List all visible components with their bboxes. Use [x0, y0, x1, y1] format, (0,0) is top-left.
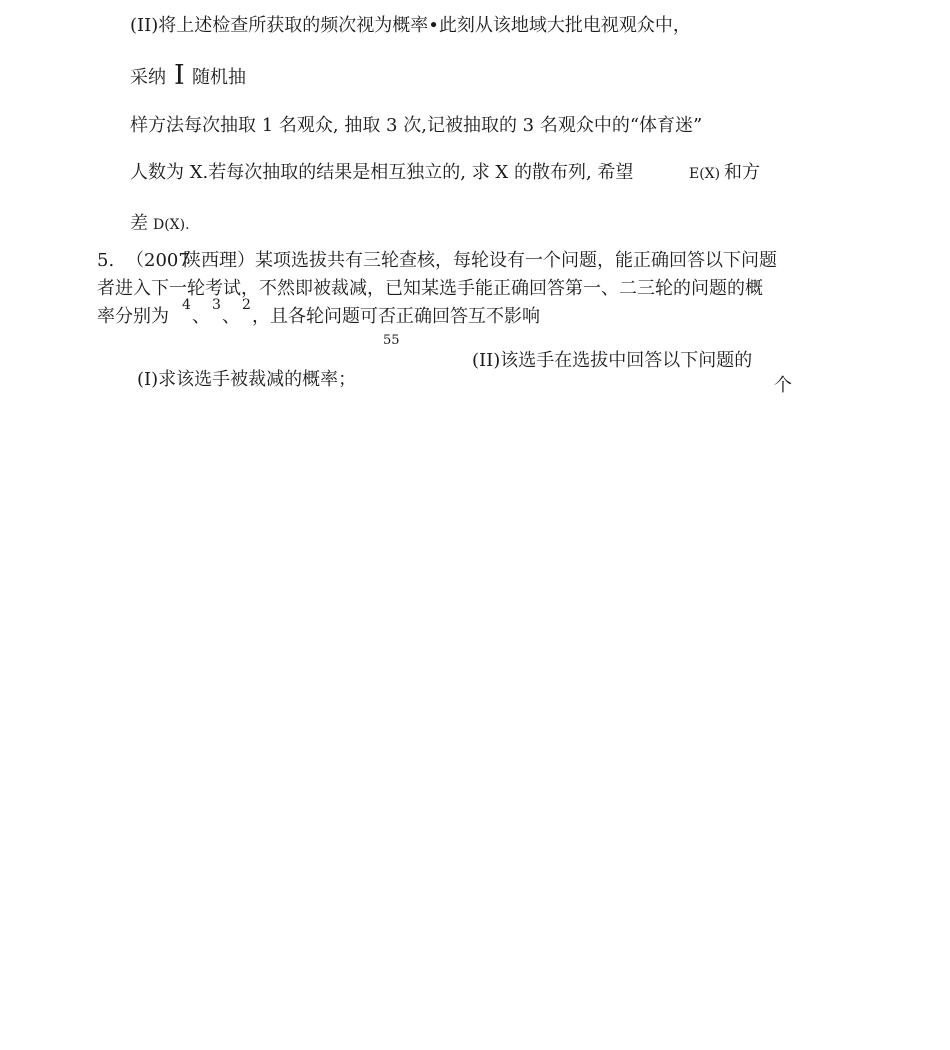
part2-line4-main: 人数为 X.若每次抽取的结果是相互独立的, 求 X 的散布列, 希望: [130, 162, 634, 183]
part2-line4-tail: 和方: [724, 162, 760, 183]
part2-line5-main: 差: [130, 213, 148, 234]
problem5-part2-tail: 个: [774, 375, 792, 396]
fraction-numerator-3: 3: [212, 297, 221, 313]
part2-line1: (II)将上述检查所获取的频次视为概率•此刻从该地域大批电视观众中，: [130, 15, 691, 36]
problem5-source: （2007: [126, 250, 190, 271]
problem5-sep-1: 、: [192, 306, 210, 327]
fraction-denominators: 55: [383, 333, 400, 348]
fraction-numerator-2: 2: [242, 297, 251, 313]
problem5-sep-2: 、: [222, 306, 240, 327]
fraction-numerator-4: 4: [182, 297, 191, 313]
problem5-line2: 者进入下一轮考试，不然即被裁减，已知某选手能正确回答第一、二三轮的问题的概: [97, 278, 763, 299]
problem5-line3-d: ，且各轮问题可否正确回答互不影响: [252, 306, 540, 327]
part2-line2-prefix: 采纳: [130, 67, 166, 88]
problem5-line3-a: 率分别为: [97, 306, 169, 327]
part2-line3: 样方法每次抽取 1 名观众, 抽取 3 次,记被抽取的 3 名观众中的“体育迷”: [130, 115, 703, 136]
part2-expectation: E(X): [689, 166, 721, 182]
part2-line2-big-i: I: [174, 60, 185, 91]
problem5-number: 5.: [97, 250, 115, 271]
part2-variance: D(X).: [153, 217, 190, 233]
part2-line2-suffix: 随机抽: [192, 67, 246, 88]
problem5-line1: 陕西理）某项选拔共有三轮查核，每轮设有一个问题，能正确回答以下问题: [183, 250, 777, 271]
problem5-part2: (II)该选手在选拔中回答以下问题的: [472, 350, 753, 371]
problem5-part1: (I)求该选手被裁减的概率；: [137, 369, 357, 390]
